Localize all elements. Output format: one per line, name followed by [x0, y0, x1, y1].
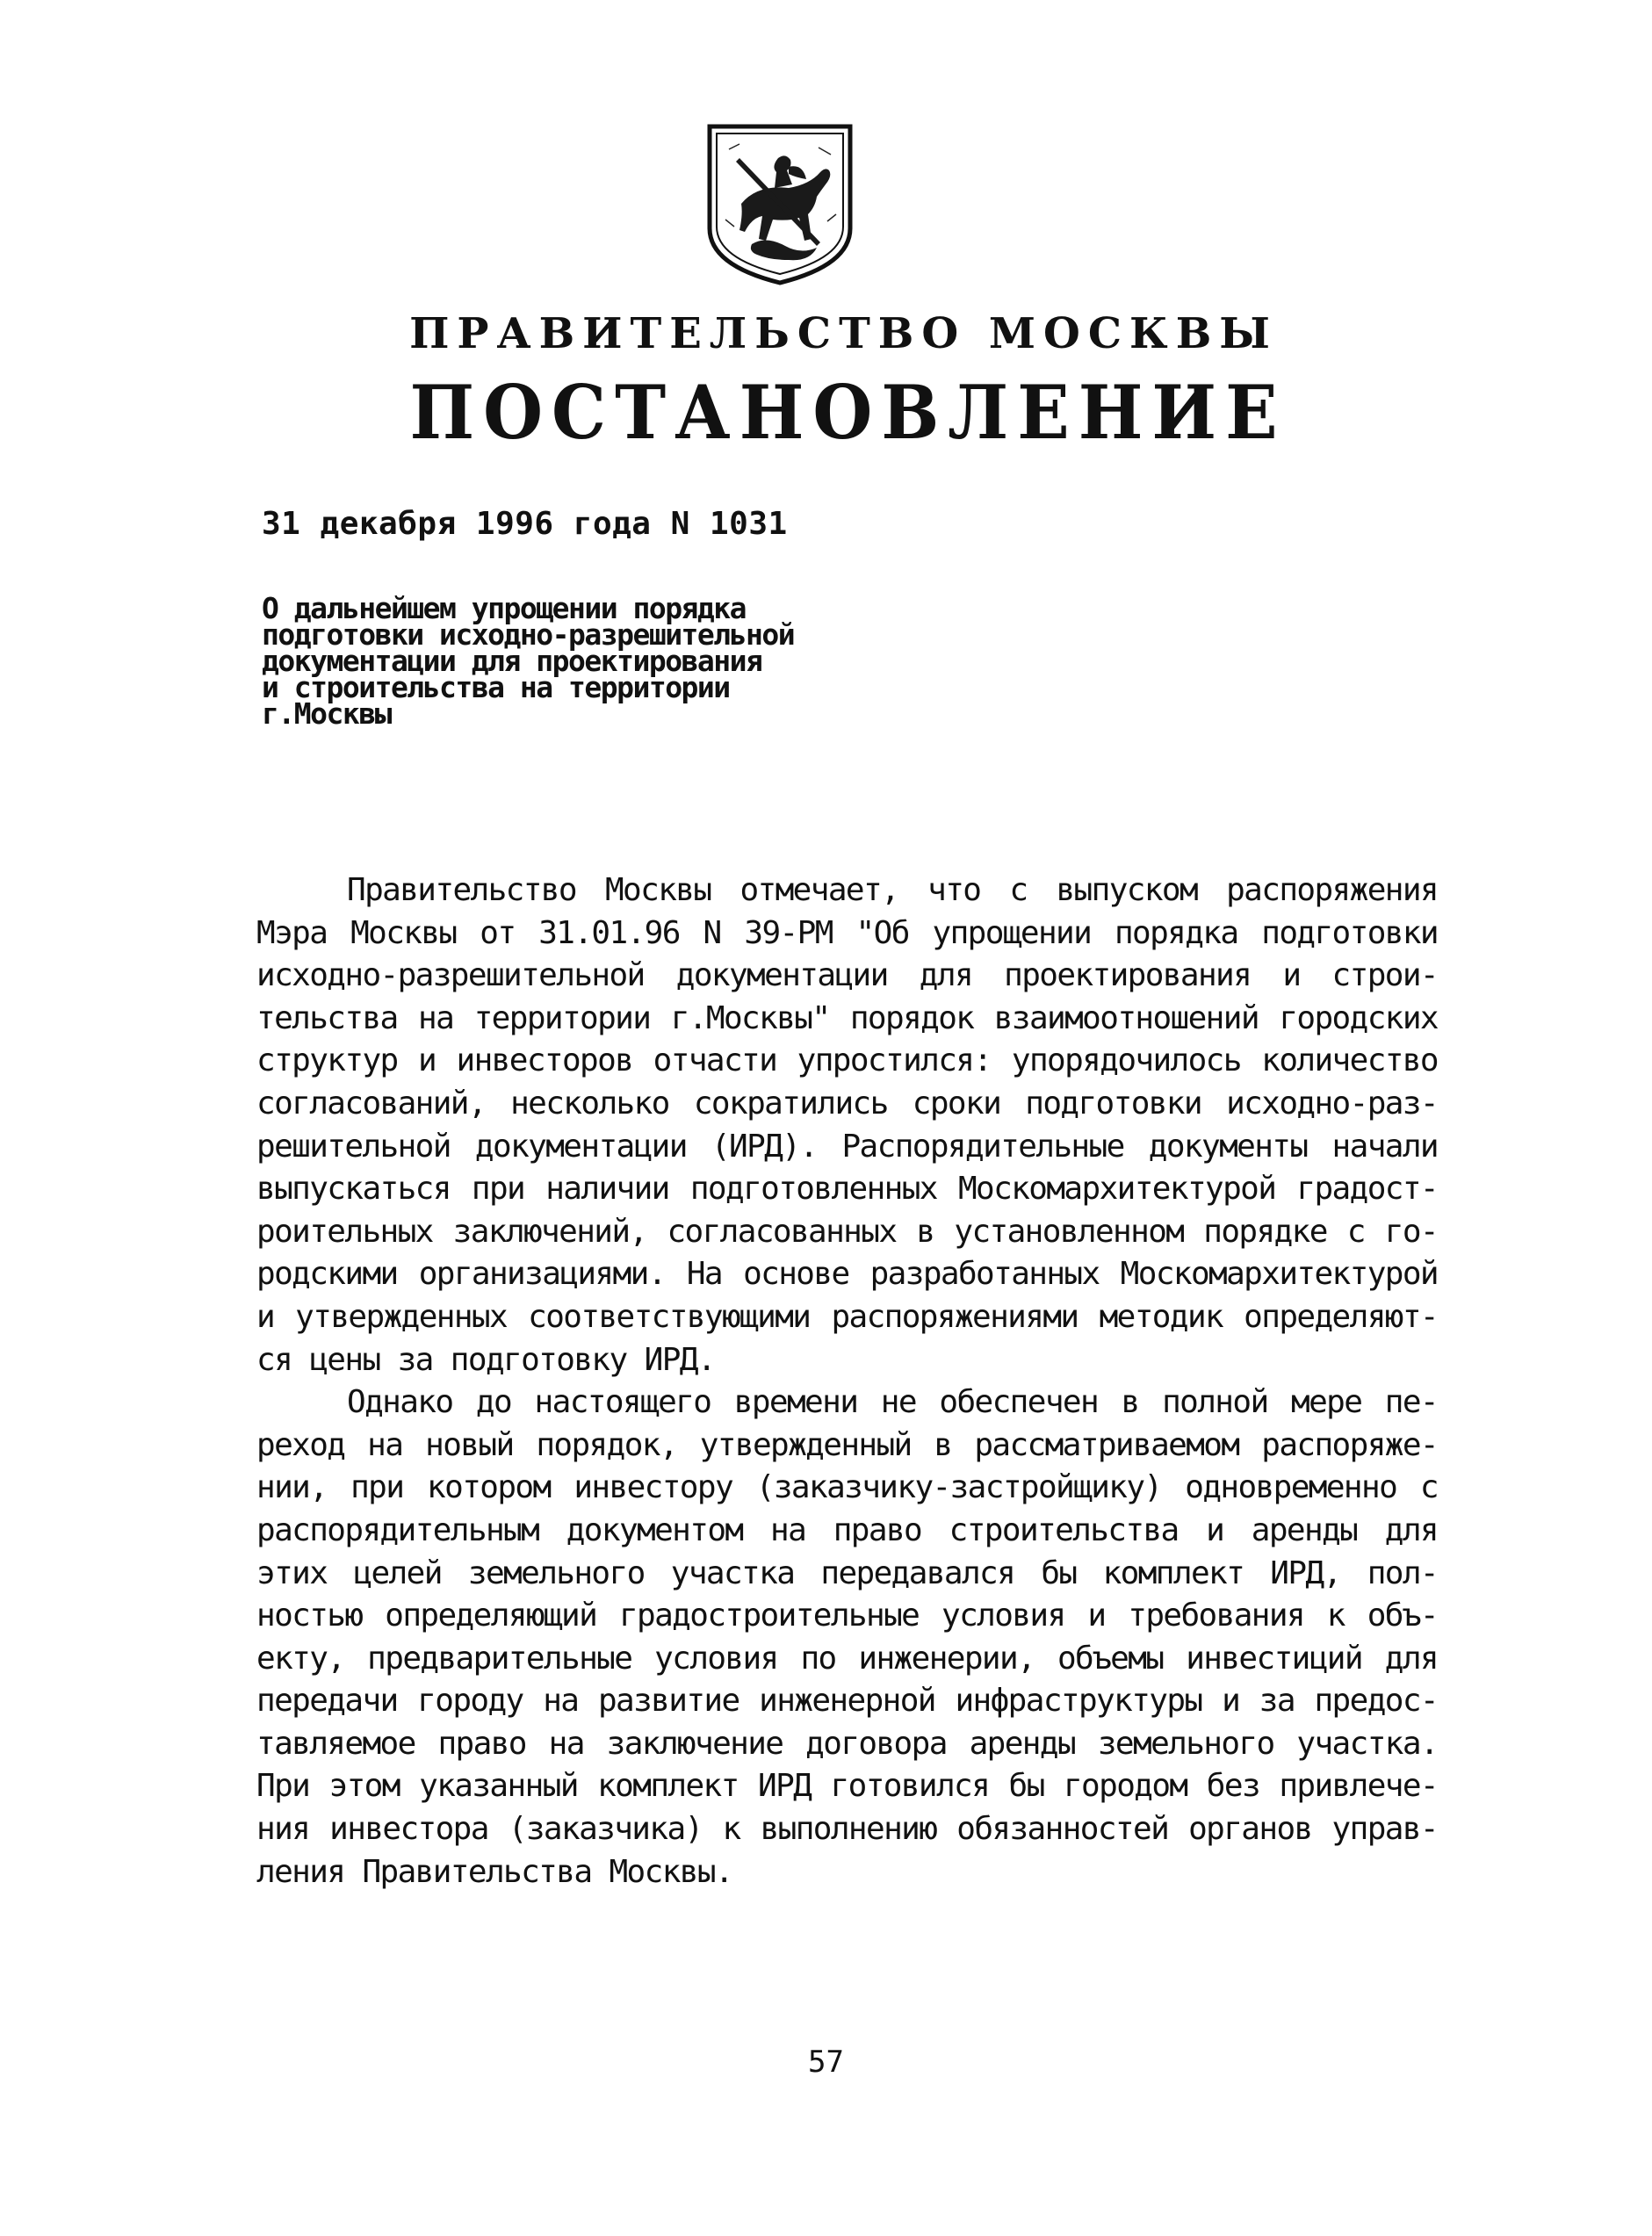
text-line: ния инвестора (заказчика) к выполнению обязанностей органов управ- — [256, 1811, 1438, 1848]
text-line: родскими организациями. На основе разработанных Москомархитектурой — [256, 1256, 1438, 1293]
document-date-number: 31 декабря 1996 года N 1031 — [262, 506, 788, 542]
text-line: и утвержденных соответствующими распоряжениями методик определяют- — [256, 1298, 1438, 1335]
text-line: передачи городу на развитие инженерной инфраструктуры и за предос- — [256, 1683, 1438, 1720]
page-number: 57 — [808, 2045, 844, 2080]
text-line: ностью определяющий градостроительные условия и требования к объ- — [256, 1598, 1438, 1634]
text-line: Мэра Москвы от 31.01.96 N 39-РМ "Об упрощении порядка подготовки — [256, 914, 1438, 951]
text-line: исходно-разрешительной документации для проектирования и строи- — [256, 957, 1438, 994]
document-subject — [262, 591, 929, 731]
text-line: структур и инвесторов отчасти упростился: упорядочилось количество — [256, 1042, 1438, 1079]
paragraph-2 — [256, 1381, 1438, 1893]
subject-line: документации для проектирования — [262, 644, 762, 678]
text-line: ся цены за подготовку ИРД. — [256, 1341, 715, 1378]
subject-line: подготовки исходно-разрешительной — [262, 617, 795, 652]
text-line: При этом указанный комплект ИРД готовился бы городом без привлече- — [256, 1768, 1438, 1805]
subject-line: О дальнейшем упрощении порядка — [262, 591, 747, 625]
text-line: екту, предварительные условия по инженерии, объемы инвестиций для — [256, 1640, 1438, 1677]
subject-line: г.Москвы — [262, 696, 391, 731]
text-line: Правительство Москвы отмечает, что с выпуском распоряжения — [347, 872, 1438, 908]
text-line: реход на новый порядок, утвержденный в рассматриваемом распоряже- — [256, 1426, 1438, 1463]
document-type-title: ПОСТАНОВЛЕНИЕ — [409, 370, 1287, 457]
text-line: Однако до настоящего времени не обеспечен в полной мере пе- — [347, 1384, 1438, 1421]
text-line: распорядительным документом на право строительства и аренды для — [256, 1511, 1438, 1548]
moscow-coat-of-arms-icon — [704, 123, 855, 286]
text-line: тавляемое право на заключение договора аренды земельного участка. — [256, 1725, 1438, 1762]
text-line: роительных заключений, согласованных в установленном порядке с го- — [256, 1213, 1438, 1250]
text-line: решительной документации (ИРД). Распорядительные документы начали — [256, 1128, 1438, 1165]
paragraph-1 — [256, 869, 1438, 1381]
text-line: этих целей земельного участка передавался бы комплект ИРД, пол- — [256, 1554, 1438, 1591]
subject-line: и строительства на территории — [262, 670, 730, 704]
text-line: тельства на территории г.Москвы" порядок взаимоотношений городских — [256, 999, 1438, 1036]
text-line: нии, при котором инвестору (заказчику-застройщику) одновременно с — [256, 1469, 1438, 1506]
organization-title: ПРАВИТЕЛЬСТВО МОСКВЫ — [409, 309, 1278, 358]
document-body — [256, 869, 1438, 1893]
text-line: выпускаться при наличии подготовленных Москомархитектурой градост- — [256, 1171, 1438, 1208]
text-line: согласований, несколько сократились сроки подготовки исходно-раз- — [256, 1085, 1438, 1122]
text-line: ления Правительства Москвы. — [256, 1853, 732, 1890]
